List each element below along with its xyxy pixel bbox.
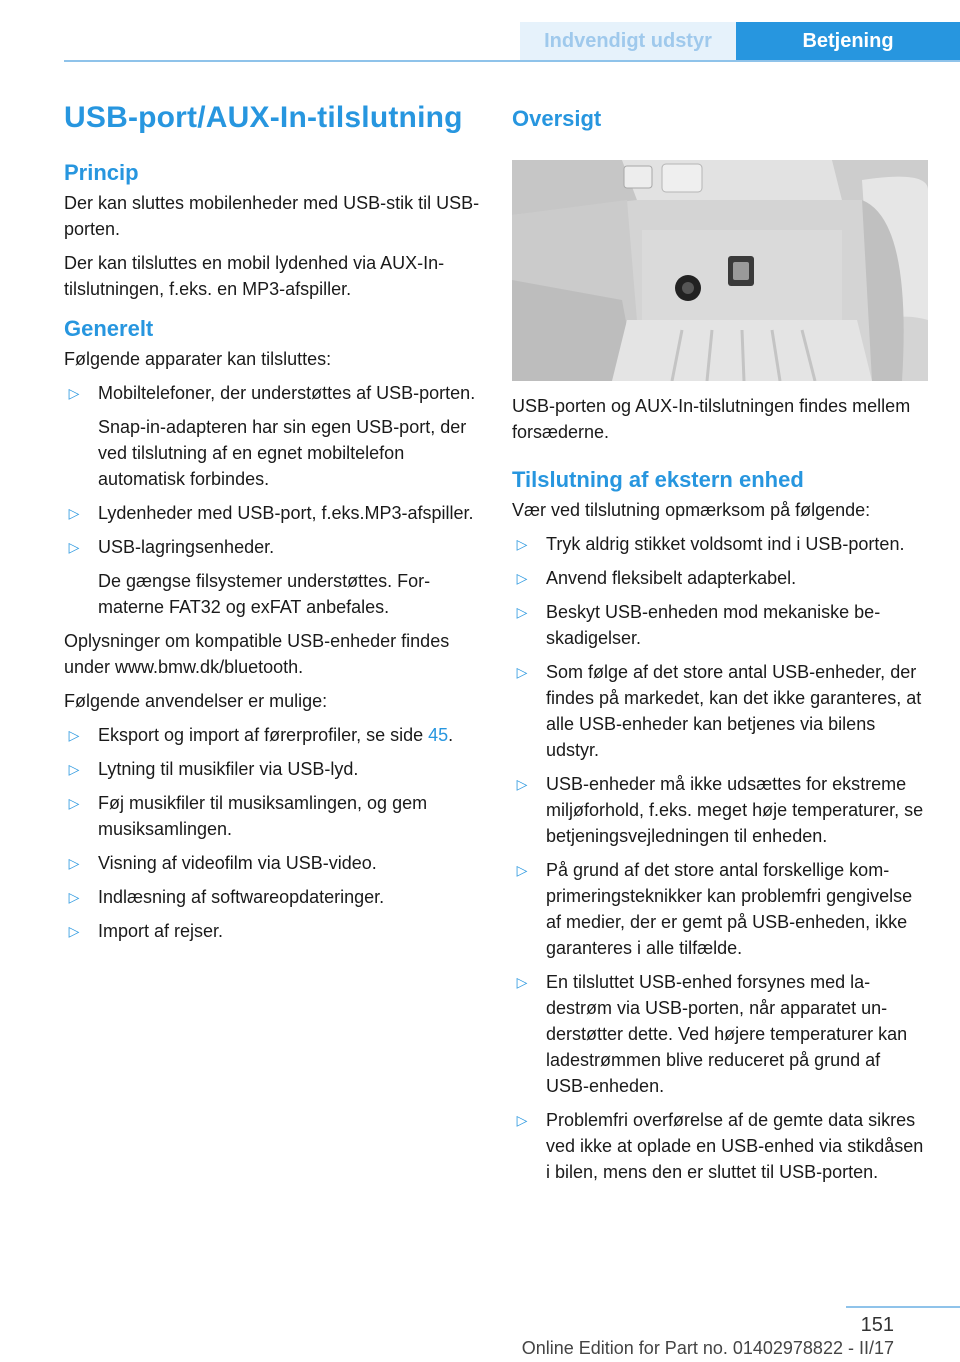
usb-port-console-image [512, 160, 928, 381]
connection-heading: Tilslutning af ekstern enhed [512, 467, 804, 492]
triangle-bullet-icon: ▷ [68, 539, 80, 555]
triangle-bullet-icon: ▷ [516, 862, 528, 878]
list-item-text: Føj musikfiler til musiksamlingen, og gem musiksamlingen. [98, 793, 428, 839]
header-rule [64, 60, 960, 62]
triangle-bullet-icon: ▷ [68, 889, 80, 905]
list-item-text: Problemfri overførelse af de gemte data sikres ved ikke at oplade en USB-enhed via stikdåsen i bilen, mens den er sluttet til USB-porten. [546, 1110, 924, 1182]
list-item-text: Beskyt USB-enheden mod mekaniske beskadigelser. [546, 602, 881, 648]
triangle-bullet-icon: ▷ [516, 570, 528, 586]
list-item-text: Visning af videofilm via USB-video. [98, 853, 377, 873]
triangle-bullet-icon: ▷ [68, 761, 80, 777]
list-item [512, 857, 928, 961]
list-item [512, 565, 928, 591]
connection-list [512, 531, 928, 1185]
triangle-bullet-icon: ▷ [68, 727, 80, 743]
list-item [64, 850, 480, 876]
general-intro: Følgende apparater kan tilsluttes: [64, 349, 332, 369]
list-item-text: Lytning til musikfiler via USB-lyd. [98, 759, 359, 779]
list-item [512, 771, 928, 849]
list-item [64, 722, 480, 748]
list-item-text: Tryk aldrig stikket voldsomt ind i USB-porten. [546, 534, 905, 554]
triangle-bullet-icon: ▷ [516, 1112, 528, 1128]
device-list [64, 380, 480, 620]
list-item-text: Mobiltelefoner, der understøttes af USB-porten. [98, 383, 476, 403]
list-item [64, 500, 480, 526]
left-column [64, 98, 480, 952]
page-title: USB-port/AUX-In-tilslutning [64, 101, 463, 134]
principle-paragraph-2: Der kan tilsluttes en mobil lydenhed via AUX-In-tilslutningen, f.eks. en MP3-afspiller. [64, 253, 445, 299]
list-item [64, 884, 480, 910]
list-item-text: USB-lagringsenheder. [98, 537, 275, 557]
principle-paragraph-1: Der kan sluttes mobilenheder med USB-stik til USB-porten. [64, 193, 480, 239]
list-item [64, 380, 480, 492]
list-item [512, 969, 928, 1099]
list-item [512, 531, 928, 557]
triangle-bullet-icon: ▷ [68, 505, 80, 521]
principle-heading: Princip [64, 160, 139, 185]
list-item [64, 918, 480, 944]
page-number: 151 [860, 1314, 894, 1336]
page-reference-link[interactable]: 45 [428, 725, 449, 745]
list-item-text: Som følge af det store antal USB-enheder, der findes på markedet, kan det ikke garanteres, at alle USB-enheder kan betjenes via bilens udstyr. [546, 662, 922, 760]
list-item-text-end: . [448, 725, 454, 745]
list-item-text: Anvend fleksibelt adapterkabel. [546, 568, 797, 588]
list-item [512, 599, 928, 651]
list-item [512, 659, 928, 763]
triangle-bullet-icon: ▷ [68, 855, 80, 871]
list-item-text: Indlæsning af softwareopdateringer. [98, 887, 385, 907]
triangle-bullet-icon: ▷ [68, 923, 80, 939]
header-section-label: Indvendigt udstyr [520, 22, 736, 60]
right-column [512, 98, 928, 1193]
footer-rule [846, 1306, 960, 1308]
triangle-bullet-icon: ▷ [516, 604, 528, 620]
triangle-bullet-icon: ▷ [68, 385, 80, 401]
list-item-subtext: Snap-in-adapteren har sin egen USB-port, der ved tilslutning af en egnet mobiltelefon automatisk forbindes. [98, 417, 467, 489]
general-heading: Generelt [64, 316, 154, 341]
list-item [64, 756, 480, 782]
list-item [64, 790, 480, 842]
list-item-text: Eksport og import af førerprofiler, se side [98, 725, 429, 745]
triangle-bullet-icon: ▷ [516, 776, 528, 792]
connection-intro: Vær ved tilslutning opmærksom på følgende: [512, 500, 871, 520]
triangle-bullet-icon: ▷ [516, 974, 528, 990]
triangle-bullet-icon: ▷ [68, 795, 80, 811]
edition-text: Online Edition for Part no. 01402978822 - II/17 [521, 1338, 894, 1358]
triangle-bullet-icon: ▷ [516, 536, 528, 552]
list-item-text: Import af rejser. [98, 921, 224, 941]
list-item [64, 534, 480, 620]
list-item-text: På grund af det store antal forskellige komprimeringsteknikker kan problemfri gengivelse af medier, der er gemt på USB-enheden, ikke garanteres i alle tilfælde. [546, 860, 913, 958]
list-item-text: USB-enheder må ikke udsættes for ekstreme miljøforhold, f.eks. meget høje temperaturer, se betjeningsvejledningen til enheden. [546, 774, 924, 846]
list-item-text: Lydenheder med USB-port, f.eks.MP3-afspiller. [98, 503, 474, 523]
triangle-bullet-icon: ▷ [516, 664, 528, 680]
uses-intro: Følgende anvendelser er mulige: [64, 691, 328, 711]
list-item-text: En tilsluttet USB-enhed forsynes med ladestrøm via USB-porten, når apparatet understøtter dette. Ved højere temperaturer kan ladestrømmen blive reduceret på grund af USB-enheden. [546, 972, 908, 1096]
compat-paragraph: Oplysninger om kompatible USB-enheder findes under www.bmw.dk/bluetooth. [64, 631, 450, 677]
list-item-subtext: De gængse filsystemer understøttes. Formaterne FAT32 og exFAT anbefales. [98, 571, 431, 617]
uses-list [64, 722, 480, 944]
header-chapter-tab: Betjening [736, 22, 960, 60]
overview-caption: USB-porten og AUX-In-tilslutningen findes mellem forsæderne. [512, 396, 911, 442]
overview-heading: Oversigt [512, 106, 602, 131]
list-item [512, 1107, 928, 1185]
